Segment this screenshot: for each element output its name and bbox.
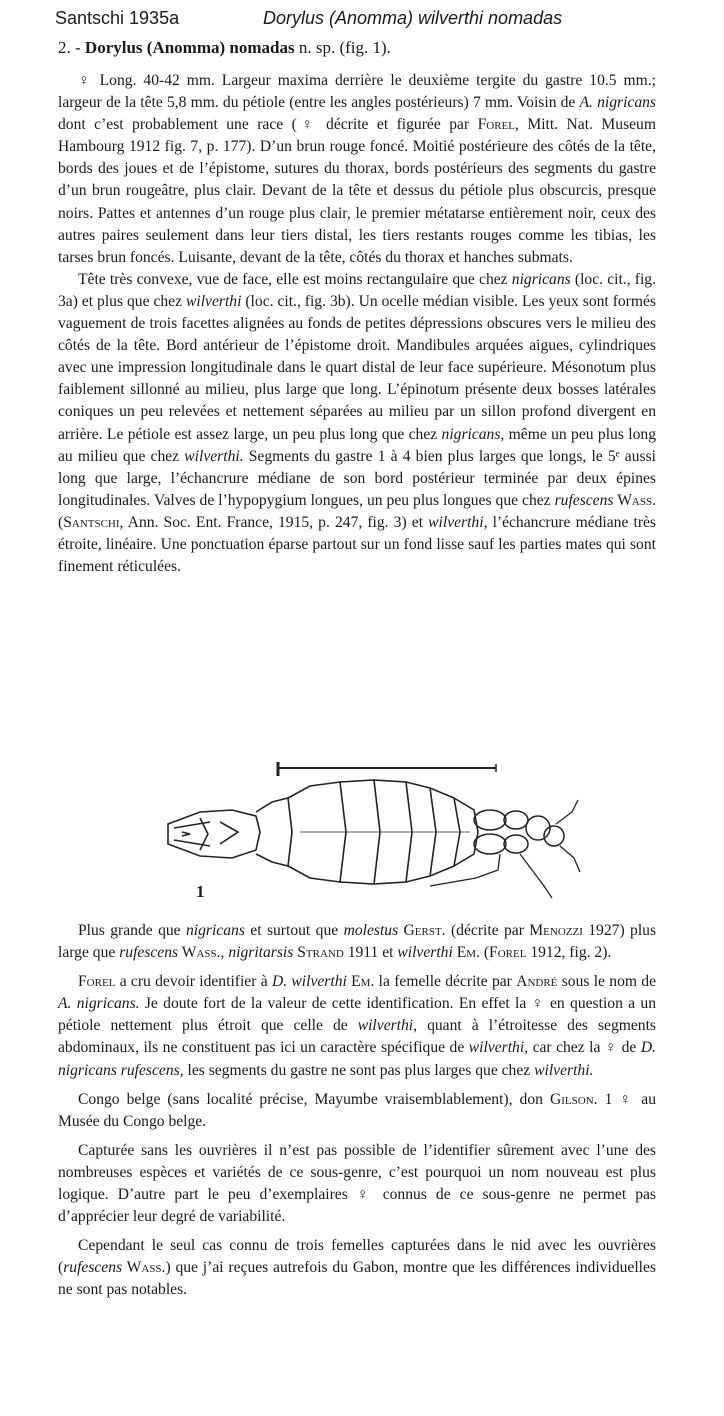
text-run: la femelle décrite par (374, 973, 517, 991)
author-name: Em. (452, 944, 480, 962)
discussion-text (58, 920, 656, 1302)
ant-figure (160, 762, 590, 902)
text-run: Plus grande que (78, 922, 186, 939)
para-forel (58, 971, 656, 1081)
text-run: ( (479, 944, 490, 962)
para-description (58, 70, 656, 269)
para-head (58, 269, 656, 578)
text-run: sous le nom de (557, 973, 657, 991)
author-name: André (516, 973, 558, 991)
text-run: car chez la ♀ de (528, 1039, 641, 1057)
ant-head (168, 810, 260, 858)
author-name: Wass. (613, 491, 656, 509)
taxon-heading: Dorylus (Anomma) wilverthi nomadas (263, 8, 563, 28)
taxon-name: nigricans (511, 270, 571, 288)
taxon-name: nigricans, (441, 425, 505, 443)
ant-thorax (256, 798, 292, 866)
taxon-name: wilverthi (397, 944, 453, 962)
taxon-name: molestus (343, 922, 399, 939)
author-name: Gilson (549, 1090, 594, 1108)
text-run: (loc. cit., fig. 3a) et plus que chez (58, 270, 657, 310)
author-name: Strand (293, 944, 344, 962)
ant-legs (430, 800, 580, 898)
species-number: 2. - (58, 38, 81, 57)
text-run: ( (58, 513, 64, 531)
text-run: Segments du gastre 1 à 4 bien plus larges que longs, le 5ᵉ aussi long que large, l’échancrure médiane de son bord postérieur terminée par deux épines longitudinales. Valves de l’hypopygium longues, un peu plus longues que chez (58, 447, 656, 509)
figure-number: 1 (196, 882, 205, 901)
text-run: et surtout que (244, 922, 344, 939)
text-run: Tête très convexe, vue de face, elle est moins rectangulaire que chez (78, 270, 512, 288)
author-name: Menozzi (529, 922, 583, 939)
taxon-name: rufescens (63, 1259, 123, 1277)
taxon-name: wilverthi. (534, 1061, 594, 1079)
para-captured (58, 1140, 656, 1228)
para-comparison (58, 920, 656, 964)
species-name: Dorylus (Anomma) nomadas (84, 38, 295, 57)
text-run: les segments du gastre ne sont pas plus larges que chez (183, 1061, 535, 1079)
taxon-name: rufescens (119, 944, 179, 962)
text-run: 1912, fig. 2). (526, 944, 612, 962)
taxon-name: rufescens (554, 491, 614, 509)
text-run: Congo belge (sans localité précise, Mayumbe vraisemblablement), don (78, 1090, 550, 1108)
text-run: Capturée sans les ouvrières il n’est pas possible de l’identifier sûrement avec l’une des nombreuses espèces et variétés de ce sous-genre, c’est pourquoi un nom nouveau est plus logique. D’autre part le peu d’exemplaires ♀ connus de ce sous-genre ne permet pas d’apprécier leur degré de variabilité. (58, 1141, 656, 1226)
text-run: quant à l’étroitesse des segments abdominaux, ils ne constituent pas ici un caractère spécifique de (58, 1017, 656, 1057)
scale-bar (278, 762, 496, 776)
para-conclusion (58, 1235, 656, 1301)
taxon-name: wilverthi, (357, 1017, 418, 1035)
text-run: 1927) plus large que (58, 922, 657, 962)
ant-gastre (288, 780, 478, 884)
author-name: Wass.) (122, 1259, 171, 1277)
taxon-name: D. nigricans rufescens, (58, 1039, 657, 1079)
taxon-name: wilverthi, (468, 1039, 529, 1057)
taxon-name: wilverthi. (184, 447, 244, 465)
text-run: que j’ai reçues autrefois du Gabon, montre que les différences individuelles ne sont pas notables. (58, 1259, 656, 1299)
text-run: , Mitt. Nat. Museum Hambourg 1912 fig. 7, p. 177). D’un brun rouge foncé. Moitié postérieure des côtés de la tête, bords des joues et de l’épistome, sutures du thorax, bords postérieurs des segments du gastre d’un brun rougeâtre, plus clair. Devant de la tête et dessus du pétiole plus obscurcis, presque noirs. Pattes et antennes d’un rouge plus clair, le premier métatarse entièrement noir, ceux des autres paires seulement dans leur tiers distal, les tiers restants rouges comme les tibias, les tarses brun foncés. Luisante, devant de la tête, côtés du thorax et hanches submats. (58, 116, 656, 266)
text-run: ♀ Long. 40-42 mm. Largeur maxima derrière le deuxième tergite du gastre 10.5 mm.; largeur de la tête 5,8 mm. du pétiole (entre les angles postérieurs) 7 mm. Voisin de (58, 72, 656, 112)
text-run: Je doute fort de la valeur de cette identification. En effet la ♀ en question a un pétiole nettement plus étroit que celle de (58, 995, 656, 1035)
text-run: même un peu plus long au milieu que chez (58, 425, 656, 465)
species-title (58, 38, 678, 58)
author-name: Santschi (63, 513, 120, 531)
taxon-name: nigricans (185, 922, 245, 939)
text-run: l’échancrure médiane très étroite, linéaire. Une ponctuation éparse partout sur un fond lisse sauf les parties mates qui sont finement réticulées. (58, 513, 657, 576)
taxon-name: wilverthi, (428, 513, 488, 531)
text-run: dont c’est probablement une race (♀ décrite et figurée par (58, 116, 478, 134)
author-name: Wass., (178, 944, 225, 962)
taxon-name: A. nigricans (579, 94, 656, 112)
text-run: (loc. cit., fig. 3b). Un ocelle médian visible. Les yeux sont formés vaguement de trois facettes alignées au fonds de petites dépressions obscures vers le milieu des côtés de la tête. Bord antérieur de l’épistome droit. Mandibules arquées aigues, cylindriques avec une impression longitudinale dans le quart distal de leur face supérieure. Mésonotum plus faiblement sillonné au milieu, plus large que long. L’épinotum présente deux bosses latérales coniques un peu relevées et nettement séparées au milieu par un sillon profond divergent en arrière. Le pétiole est assez large, un peu plus long que chez (58, 292, 656, 443)
text-run: 1911 et (343, 944, 398, 962)
description-text (58, 70, 656, 578)
taxon-name: nigritarsis (228, 944, 294, 962)
text-run: (décrite par (445, 922, 530, 939)
taxon-name: D. wilverthi (271, 973, 347, 991)
author-name: Em. (346, 973, 375, 991)
text-run: a cru devoir identifier à (115, 973, 272, 991)
ant-illustration (160, 762, 590, 902)
ant-rear (474, 810, 564, 854)
taxon-name: wilverthi (185, 292, 242, 310)
author-name: Forel (78, 973, 116, 991)
taxon-name: A. nigricans. (58, 995, 140, 1013)
author-name: Forel (489, 944, 527, 962)
author-name: Forel (477, 116, 515, 134)
text-run: Cependant le seul cas connu de trois femelles capturées dans le nid avec les ouvrières ( (58, 1237, 656, 1277)
text-run: . 1 ♀ au Musée du Congo belge. (58, 1090, 656, 1130)
species-suffix: n. sp. (fig. 1). (298, 38, 391, 57)
page-header (55, 8, 655, 32)
citation-label: Santschi 1935a (55, 8, 180, 28)
author-name: Gerst. (398, 922, 446, 939)
para-locality (58, 1089, 656, 1133)
text-run: , Ann. Soc. Ent. France, 1915, p. 247, fig. 3) et (119, 513, 429, 531)
